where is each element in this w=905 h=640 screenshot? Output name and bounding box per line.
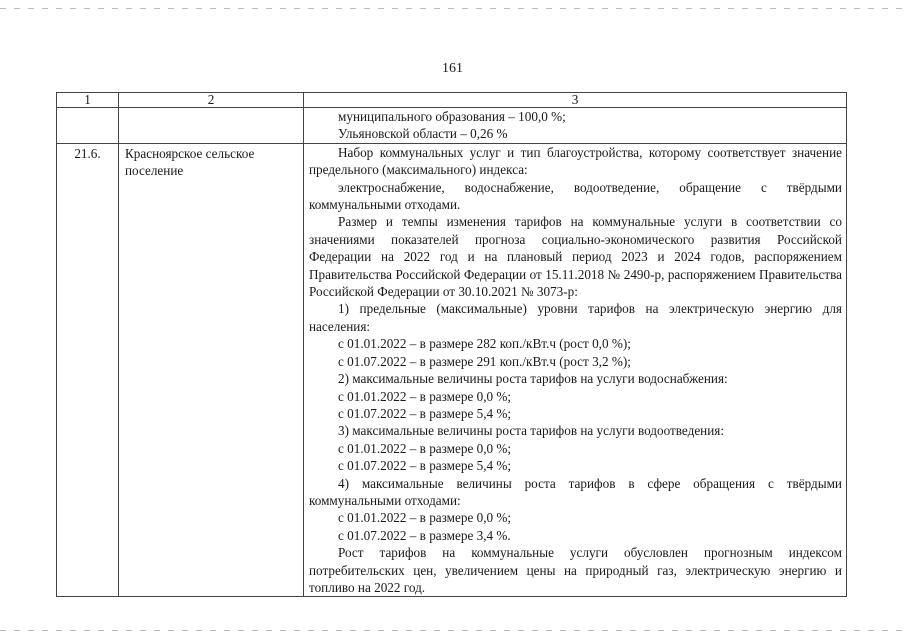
- continuation-line: муниципального образования – 100,0 %;: [338, 109, 566, 124]
- paragraph: с 01.07.2022 – в размере 3,4 %.: [338, 527, 511, 543]
- paragraph: с 01.01.2022 – в размере 0,0 %;: [338, 440, 512, 456]
- paragraph: Размер и темпы изменения тарифов на коммунальные услуги в соответствии со значениями показателей прогноза социально-экономического развития Российской Федерации на 2022 год и на плановый период 2023 и 2024 годов, распоряжением Правительства Российской Федерации от 15.11.2018 № 2490-р, распоряжением Правительства Российской Федерации от 30.10.2021 № 3073-р:: [309, 214, 842, 300]
- column-header-2: 2: [119, 93, 304, 108]
- scan-edge-top: [0, 8, 905, 9]
- paragraph: 4) максимальные величины роста тарифов в сфере обращения с твёрдыми коммунальными отходами:: [309, 475, 842, 508]
- scan-edge-bottom: [0, 630, 905, 631]
- table-header-row: [57, 93, 847, 108]
- paragraph: Набор коммунальных услуг и тип благоустройства, которому соответствует значение предельного (максимального) индекса:: [309, 144, 842, 178]
- column-header-3: 3: [304, 93, 847, 108]
- row-number: 21.6.: [57, 143, 119, 597]
- table-row-continuation: [57, 108, 847, 144]
- paragraph: с 01.01.2022 – в размере 0,0 %;: [338, 510, 512, 526]
- paragraph: с 01.07.2022 – в размере 5,4 %;: [338, 458, 512, 474]
- paragraph: Рост тарифов на коммунальные услуги обусловлен прогнозным индексом потребительских цен, увеличением цены на природный газ, электрическую энергию и топливо на 2022 год.: [309, 545, 842, 595]
- paragraph: электроснабжение, водоснабжение, водоотведение, обращение с твёрдыми коммунальными отходами.: [309, 179, 842, 213]
- paragraph: с 01.07.2022 – в размере 5,4 %;: [338, 405, 512, 421]
- paragraph: 3) максимальные величины роста тарифов на услуги водоотведения:: [338, 423, 725, 439]
- settlement-name: Красноярское сельское поселение: [119, 143, 304, 597]
- paragraph: 2) максимальные величины роста тарифов на услуги водоснабжения:: [338, 371, 728, 387]
- tariff-table: [56, 92, 847, 597]
- continuation-number-cell: [57, 108, 119, 144]
- paragraph: с 01.07.2022 – в размере 291 коп./кВт.ч (рост 3,2 %);: [338, 353, 631, 369]
- page-number: 161: [442, 61, 463, 76]
- column-header-1: 1: [57, 93, 119, 108]
- continuation-name-cell: [119, 108, 304, 144]
- paragraph: 1) предельные (максимальные) уровни тарифов на электрическую энергию для населения:: [309, 301, 842, 334]
- paragraph: с 01.01.2022 – в размере 0,0 %;: [338, 388, 512, 404]
- paragraph: с 01.01.2022 – в размере 282 коп./кВт.ч (рост 0,0 %);: [338, 336, 631, 352]
- continuation-line: Ульяновской области – 0,26 %: [338, 126, 508, 142]
- table-row: [57, 143, 847, 597]
- row-body-cell: [304, 143, 847, 597]
- continuation-body-cell: [304, 108, 847, 144]
